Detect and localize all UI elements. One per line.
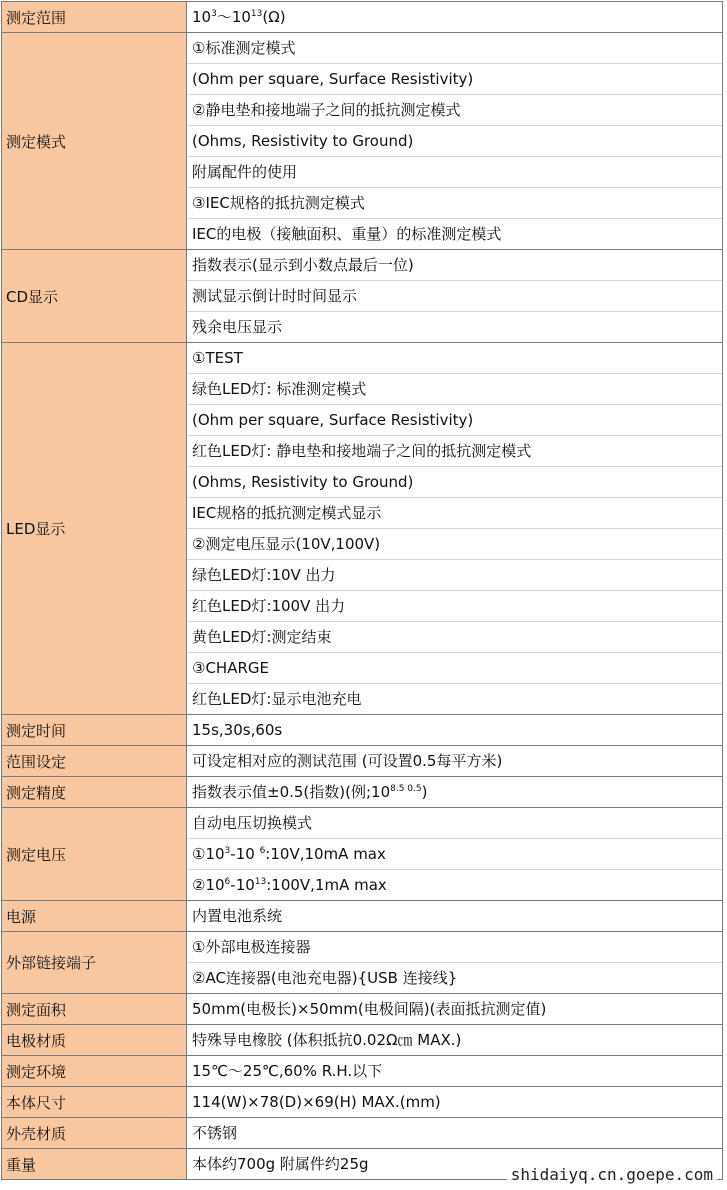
spec-value-line xyxy=(187,1118,722,1148)
value-text: 15s,30s,60s xyxy=(192,721,283,739)
spec-values xyxy=(187,1056,723,1087)
spec-label: 外部链接端子 xyxy=(2,932,187,994)
value-text: 114(W)×78(D)×69(H) MAX.(mm) xyxy=(192,1093,441,1111)
spec-label: LED显示 xyxy=(2,343,187,715)
spec-row xyxy=(2,932,723,994)
spec-value-line xyxy=(187,746,722,776)
value-text: 10 xyxy=(192,8,212,26)
value-text: (Ohm per square, Surface Resistivity) xyxy=(192,411,474,429)
value-text: 指数表示(显示到小数点最后一位) xyxy=(192,256,414,274)
value-text: 15℃～25℃,60% R.H.以下 xyxy=(192,1062,383,1080)
value-text: ③IEC规格的抵抗测定模式 xyxy=(192,194,365,212)
value-text: 绿色LED灯: 标准测定模式 xyxy=(192,380,367,398)
spec-row xyxy=(2,2,723,33)
spec-value-line xyxy=(187,188,722,219)
spec-row xyxy=(2,1025,723,1056)
value-text: IEC的电极（接触面积、重量）的标准测定模式 xyxy=(192,225,502,243)
spec-label: 测定时间 xyxy=(2,715,187,746)
spec-label: 测定精度 xyxy=(2,777,187,808)
spec-row xyxy=(2,777,723,808)
spec-value-line xyxy=(187,219,722,249)
spec-value-line xyxy=(187,467,722,498)
value-text: (Ohms, Resistivity to Ground) xyxy=(192,132,414,150)
value-text: ①10 xyxy=(192,845,225,863)
spec-row xyxy=(2,1118,723,1149)
spec-label: 重量 xyxy=(2,1149,187,1180)
superscript-text: 3 xyxy=(211,9,217,19)
spec-label: 测定模式 xyxy=(2,33,187,250)
value-text: IEC规格的抵抗测定模式显示 xyxy=(192,504,382,522)
value-text: -10 xyxy=(230,845,260,863)
spec-value-line xyxy=(187,343,722,374)
spec-label: 电极材质 xyxy=(2,1025,187,1056)
spec-value-line xyxy=(187,932,722,963)
spec-value-line xyxy=(187,1087,722,1117)
spec-value-line xyxy=(187,498,722,529)
value-text: ) xyxy=(421,783,428,801)
value-text: 附属配件的使用 xyxy=(192,163,298,181)
spec-value-line xyxy=(187,64,722,95)
spec-value-line xyxy=(187,622,722,653)
value-text: 绿色LED灯:10V 出力 xyxy=(192,566,336,584)
value-text: 特殊导电橡胶 (体积抵抗0.02Ω㎝ MAX.) xyxy=(192,1031,462,1049)
value-text: (Ohms, Resistivity to Ground) xyxy=(192,473,414,491)
value-text: (Ohm per square, Surface Resistivity) xyxy=(192,70,474,88)
spec-values xyxy=(187,808,723,901)
spec-value-line xyxy=(187,312,722,342)
spec-label: 测定电压 xyxy=(2,808,187,901)
spec-label: 测定范围 xyxy=(2,2,187,33)
spec-table xyxy=(1,1,723,1180)
spec-value-line xyxy=(187,715,722,745)
value-text: 可设定相对应的测试范围 (可设置0.5每平方米) xyxy=(192,752,503,770)
spec-value-line xyxy=(187,653,722,684)
spec-row xyxy=(2,994,723,1025)
superscript-text: 6 xyxy=(224,877,231,887)
spec-value-line xyxy=(187,591,722,622)
spec-label: 测定环境 xyxy=(2,1056,187,1087)
spec-label: 外壳材质 xyxy=(2,1118,187,1149)
value-text: ①标准测定模式 xyxy=(192,39,296,57)
value-text: 内置电池系统 xyxy=(192,907,283,925)
value-text: 红色LED灯: 静电垫和接地端子之间的抵抗测定模式 xyxy=(192,442,532,460)
spec-value-line xyxy=(187,157,722,188)
spec-value-line xyxy=(187,684,722,714)
value-text: 不锈钢 xyxy=(192,1124,238,1142)
spec-value-line xyxy=(187,901,722,931)
value-text: ②10 xyxy=(192,876,225,894)
spec-value-line xyxy=(187,839,722,870)
spec-value-line xyxy=(187,95,722,126)
spec-value-line xyxy=(187,250,722,281)
spec-value-line xyxy=(187,1056,722,1086)
spec-values xyxy=(187,33,723,250)
spec-value-line xyxy=(187,374,722,405)
spec-value-line xyxy=(187,777,722,807)
spec-values xyxy=(187,2,723,33)
value-text: :10V,10mA max xyxy=(265,845,386,863)
value-text: ②静电垫和接地端子之间的抵抗测定模式 xyxy=(192,101,461,119)
value-text: 红色LED灯:100V 出力 xyxy=(192,597,346,615)
superscript-text: 6 xyxy=(259,846,266,856)
spec-row xyxy=(2,746,723,777)
value-text: ②AC连接器(电池充电器){USB 连接线} xyxy=(192,969,458,987)
superscript-text: 8.5 0.5 xyxy=(390,784,422,794)
spec-row xyxy=(2,715,723,746)
superscript-text: 3 xyxy=(224,846,231,856)
spec-values xyxy=(187,715,723,746)
spec-values xyxy=(187,777,723,808)
spec-values xyxy=(187,250,723,343)
value-text: 自动电压切换模式 xyxy=(192,814,313,832)
superscript-text: 13 xyxy=(254,877,267,887)
spec-value-line xyxy=(187,33,722,64)
spec-value-line xyxy=(187,281,722,312)
spec-value-line xyxy=(187,1025,722,1055)
spec-value-line xyxy=(187,808,722,839)
value-text: (Ω) xyxy=(262,8,286,26)
spec-values xyxy=(187,994,723,1025)
value-text: ②测定电压显示(10V,100V) xyxy=(192,535,381,553)
value-text: 残余电压显示 xyxy=(192,318,283,336)
value-text: :100V,1mA max xyxy=(266,876,387,894)
spec-value-line xyxy=(187,994,722,1024)
spec-row xyxy=(2,808,723,901)
spec-value-line xyxy=(187,405,722,436)
value-text: 红色LED灯:显示电池充电 xyxy=(192,690,362,708)
spec-row xyxy=(2,1087,723,1118)
spec-values xyxy=(187,343,723,715)
value-text: ①外部电极连接器 xyxy=(192,938,311,956)
spec-values xyxy=(187,1118,723,1149)
value-text: 测试显示倒计时时间显示 xyxy=(192,287,358,305)
spec-value-line xyxy=(187,963,722,993)
spec-value-line xyxy=(187,870,722,900)
value-text: ～10 xyxy=(216,8,251,26)
value-text: -10 xyxy=(230,876,255,894)
value-text: 黄色LED灯:测定结束 xyxy=(192,628,332,646)
spec-row xyxy=(2,250,723,343)
spec-value-line xyxy=(187,529,722,560)
value-text: ③CHARGE xyxy=(192,659,269,677)
spec-values xyxy=(187,932,723,994)
spec-value-line xyxy=(187,436,722,467)
spec-label: CD显示 xyxy=(2,250,187,343)
superscript-text: 13 xyxy=(250,9,263,19)
spec-label: 范围设定 xyxy=(2,746,187,777)
spec-value-line xyxy=(187,126,722,157)
spec-values xyxy=(187,746,723,777)
spec-value-line xyxy=(187,560,722,591)
watermark-text: shidaiyq.cn.goepe.com xyxy=(507,1165,717,1184)
spec-values xyxy=(187,901,723,932)
spec-row xyxy=(2,33,723,250)
spec-row xyxy=(2,1056,723,1087)
value-text: 本体约700g 附属件约25g xyxy=(192,1155,369,1173)
value-text: 50mm(电极长)×50mm(电极间隔)(表面抵抗测定值) xyxy=(192,1000,547,1018)
spec-values xyxy=(187,1025,723,1056)
spec-value-line xyxy=(187,2,722,32)
spec-row xyxy=(2,343,723,715)
spec-label: 电源 xyxy=(2,901,187,932)
value-text: ①TEST xyxy=(192,349,243,367)
spec-row xyxy=(2,901,723,932)
spec-values xyxy=(187,1087,723,1118)
spec-label: 测定面积 xyxy=(2,994,187,1025)
spec-label: 本体尺寸 xyxy=(2,1087,187,1118)
value-text: 指数表示值±0.5(指数)(例;10 xyxy=(192,783,391,801)
